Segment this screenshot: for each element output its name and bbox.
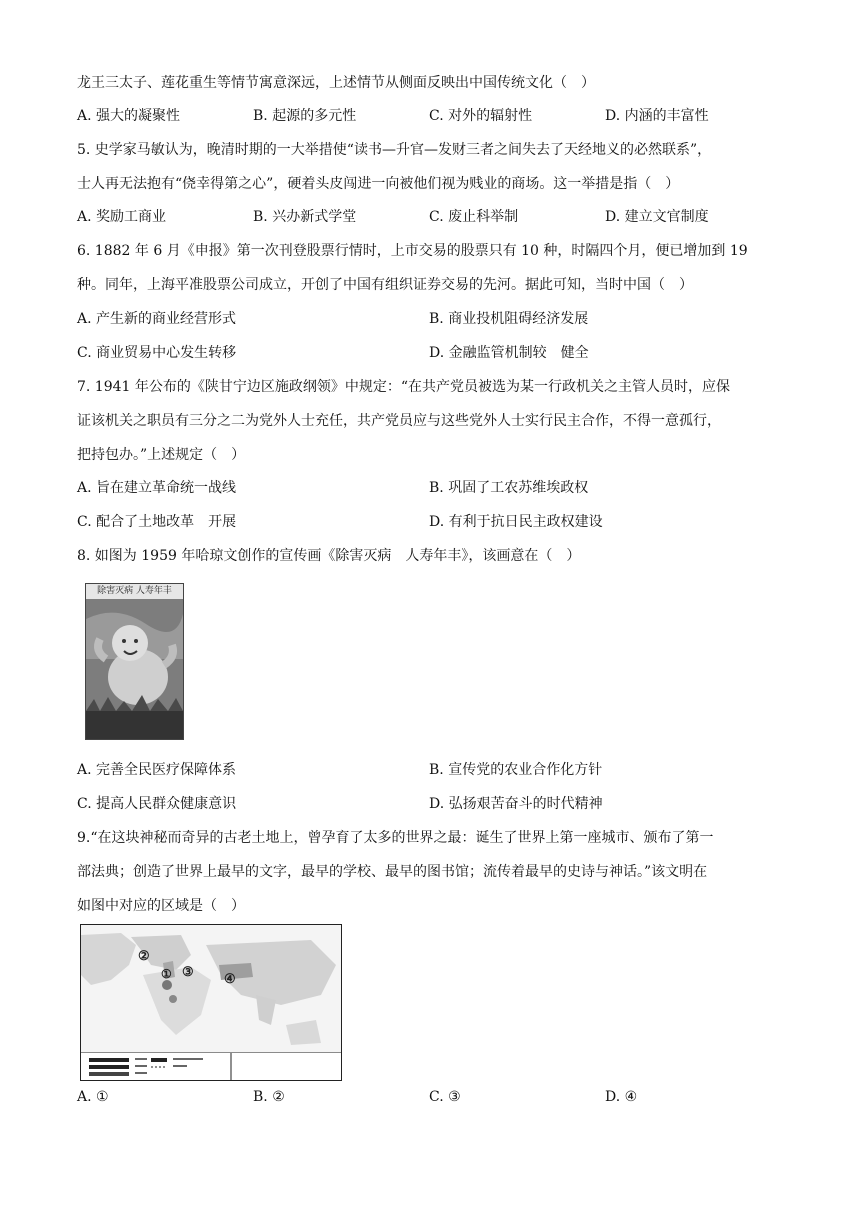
map-marker-2: ② xyxy=(138,949,150,964)
q8-option-c[interactable]: C. 提高人民群众健康意识 xyxy=(77,796,237,812)
q7-stem-line-3: 把持包办。”上述规定（ ） xyxy=(77,447,246,463)
world-map-image xyxy=(80,924,342,1081)
q7-option-b[interactable]: B. 巩固了工农苏维埃政权 xyxy=(429,480,589,496)
q9-stem-line-3: 如图中对应的区域是（ ） xyxy=(77,898,245,914)
q5-stem-line-2: 士人再无法抱有“侥幸得第之心”，硬着头皮闯进一向被他们视为贱业的商场。这一举措是指（ ） xyxy=(77,176,680,192)
map-marker-1: ① xyxy=(161,967,172,981)
q9-option-d[interactable]: D. ④ xyxy=(605,1089,638,1105)
q8-option-a[interactable]: A. 完善全民医疗保障体系 xyxy=(77,762,237,778)
q5-option-c[interactable]: C. 废止科举制 xyxy=(429,209,519,225)
q7-option-a[interactable]: A. 旨在建立革命统一战线 xyxy=(77,480,237,496)
q4-option-b[interactable]: B. 起源的多元性 xyxy=(253,108,357,124)
q7-option-c[interactable]: C. 配合了土地改革 开展 xyxy=(77,514,237,530)
map-marker-3: ③ xyxy=(182,965,194,980)
q8-stem: 8. 如图为 1959 年哈琼文创作的宣传画《除害灭病 人寿年丰》，该画意在（ ） xyxy=(77,548,581,564)
q4-option-d[interactable]: D. 内涵的丰富性 xyxy=(605,108,709,124)
q6-option-d[interactable]: D. 金融监管机制较 健全 xyxy=(429,345,589,361)
q7-stem-line-2: 证该机关之职员有三分之二为党外人士充任，共产党员应与这些党外人士实行民主合作，不得一意孤行， xyxy=(77,413,721,429)
q7-stem-line-1: 7. 1941 年公布的《陕甘宁边区施政纲领》中规定：“在共产党员被选为某一行政机关之主管人员时，应保 xyxy=(77,379,731,395)
q4-option-a[interactable]: A. 强大的凝聚性 xyxy=(77,108,181,124)
q4-option-c[interactable]: C. 对外的辐射性 xyxy=(429,108,533,124)
q5-option-d[interactable]: D. 建立文官制度 xyxy=(605,209,709,225)
q9-option-b[interactable]: B. ② xyxy=(253,1089,285,1105)
poster-caption: 除害灭病 人寿年丰 xyxy=(86,584,183,599)
poster-illustration xyxy=(86,599,183,739)
q6-option-a[interactable]: A. 产生新的商业经营形式 xyxy=(77,311,237,327)
q6-stem-line-1: 6. 1882 年 6 月《申报》第一次刊登股票行情时，上市交易的股票只有 10 种，时隔四个月，便已增加到 19 xyxy=(77,243,748,259)
q4-stem: 龙王三太子、莲花重生等情节寓意深远，上述情节从侧面反映出中国传统文化（ ） xyxy=(77,75,595,91)
q8-option-b[interactable]: B. 宣传党的农业合作化方针 xyxy=(429,762,603,778)
q9-option-c[interactable]: C. ③ xyxy=(429,1089,461,1105)
q9-option-a[interactable]: A. ① xyxy=(77,1089,109,1105)
q6-stem-line-2: 种。同年，上海平准股票公司成立，开创了中国有组织证券交易的先河。据此可知，当时中国（ ） xyxy=(77,277,693,293)
q6-option-b[interactable]: B. 商业投机阻碍经济发展 xyxy=(429,311,589,327)
map-marker-4: ④ xyxy=(224,972,236,987)
q9-stem-line-2: 部法典；创造了世界上最早的文字，最早的学校、最早的图书馆；流传着最早的史诗与神话。”该文明在 xyxy=(77,864,708,880)
q5-option-a[interactable]: A. 奖励工商业 xyxy=(77,209,167,225)
q6-option-c[interactable]: C. 商业贸易中心发生转移 xyxy=(77,345,237,361)
q5-option-b[interactable]: B. 兴办新式学堂 xyxy=(253,209,357,225)
q8-option-d[interactable]: D. 弘扬艰苦奋斗的时代精神 xyxy=(429,796,603,812)
q9-stem-line-1: 9.“在这块神秘而奇异的古老土地上，曾孕育了太多的世界之最：诞生了世界上第一座城市、颁布了第一 xyxy=(77,830,714,846)
propaganda-poster-image xyxy=(85,583,184,740)
q5-stem-line-1: 5. 史学家马敏认为，晚清时期的一大举措使“读书—升官—发财三者之间失去了天经地义的必然联系”， xyxy=(77,142,712,158)
map-illustration xyxy=(81,925,341,1080)
q7-option-d[interactable]: D. 有利于抗日民主政权建设 xyxy=(429,514,603,530)
